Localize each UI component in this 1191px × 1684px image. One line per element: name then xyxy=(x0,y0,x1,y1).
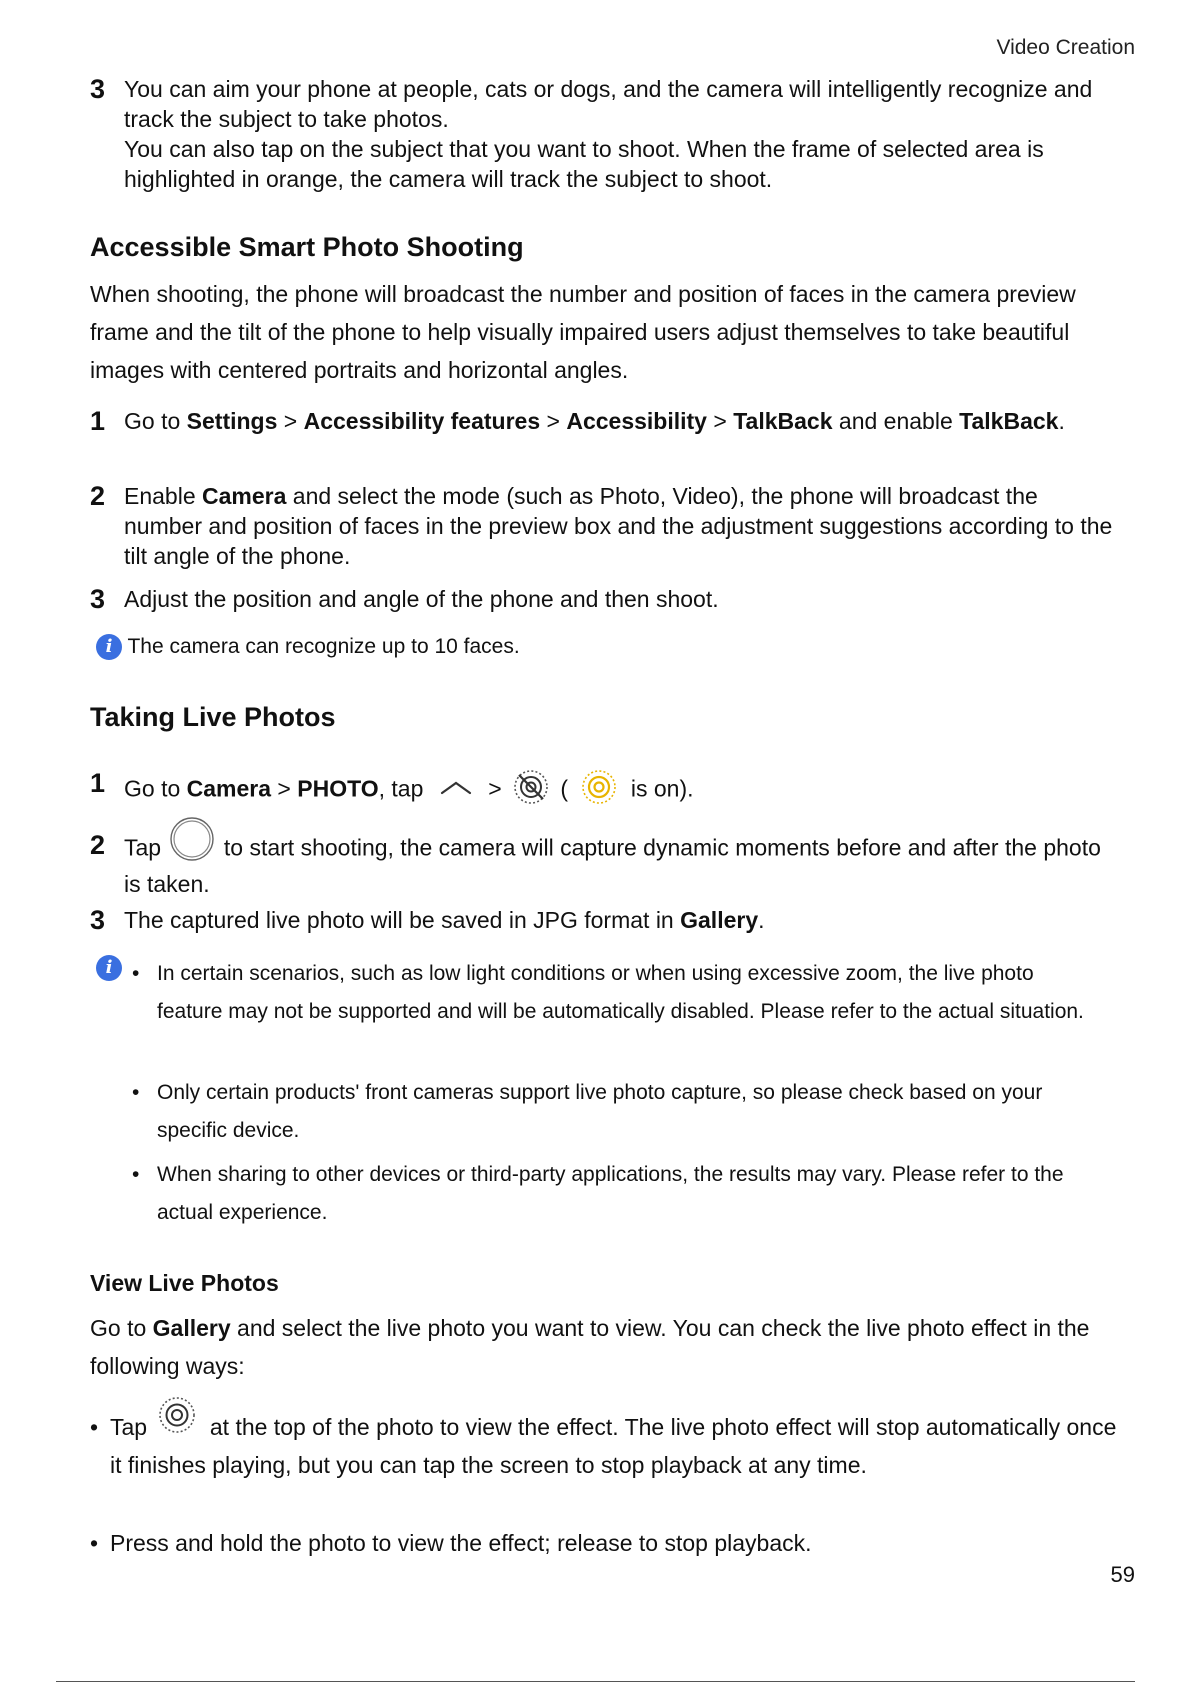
live-photo-icon xyxy=(157,1395,197,1446)
live-step-3 xyxy=(90,905,1120,935)
step-text: The captured live photo will be saved in JPG format in Gallery. xyxy=(124,907,765,933)
view-bullet-1: • Tap at the top of the photo to view the effect. The live photo effect will stop automatically once it finishes playing, but you can tap the screen to stop playback at any time. xyxy=(90,1408,1120,1484)
shutter-icon xyxy=(169,816,215,869)
accessible-note xyxy=(96,628,520,666)
heading-accessible: Accessible Smart Photo Shooting xyxy=(90,232,524,262)
step-text: Go to Settings > Accessibility features > Accessibility > TalkBack and enable TalkBack. xyxy=(124,408,1065,434)
view-intro: Go to Gallery and select the live photo you want to view. You can check the live photo effect in the following ways: xyxy=(90,1315,1090,1379)
live-photo-off-icon xyxy=(512,768,550,813)
live-step-2 xyxy=(90,830,1120,899)
step-number: 2 xyxy=(90,481,106,511)
live-photo-on-icon xyxy=(580,768,618,813)
note-text: The camera can recognize up to 10 faces. xyxy=(127,635,520,658)
step-number: 3 xyxy=(90,905,106,935)
info-icon: i xyxy=(96,955,122,981)
step-number: 3 xyxy=(90,584,106,614)
live-note-3: • When sharing to other devices or third-party applications, the results may vary. Please refer to the actual experience. xyxy=(132,1156,1092,1232)
step-number: 1 xyxy=(90,768,106,798)
step-text: Enable Camera and select the mode (such as Photo, Video), the phone will broadcast the number and position of faces in the preview box and the adjustment suggestions according to the tilt angle of the phone. xyxy=(124,483,1113,569)
view-bullet-2: • Press and hold the photo to view the effect; release to stop playback. xyxy=(90,1524,1120,1562)
note-text: Only certain products' front cameras support live photo capture, so please check based on your specific device. xyxy=(157,1081,1043,1142)
step-number: 1 xyxy=(90,406,106,436)
live-note-2: • Only certain products' front cameras support live photo capture, so please check based on your specific device. xyxy=(132,1074,1092,1150)
note-text: When sharing to other devices or third-party applications, the results may vary. Please refer to the actual experience. xyxy=(157,1163,1064,1224)
intro-step xyxy=(90,74,1120,194)
live-note-1: • In certain scenarios, such as low light conditions or when using excessive zoom, the live photo feature may not be supported and will be automatically disabled. Please refer to the actual situation. xyxy=(132,955,1092,1031)
step-text: Adjust the position and angle of the phone and then shoot. xyxy=(124,586,719,612)
step-text-line: You can aim your phone at people, cats or dogs, and the camera will intelligently recognize and track the subject to take photos. xyxy=(124,76,1093,132)
accessible-step-1 xyxy=(90,406,1120,436)
step-text: Go to Camera > PHOTO, tap > ( is on). xyxy=(124,768,1120,813)
section-header: Video Creation xyxy=(996,36,1135,59)
step-text-line: You can also tap on the subject that you want to shoot. When the frame of selected area is highlighted in orange, the camera will track the subject to shoot. xyxy=(124,136,1044,192)
step-number: 2 xyxy=(90,830,106,860)
bullet-text: Press and hold the photo to view the effect; release to stop playback. xyxy=(110,1530,812,1556)
live-step-1 xyxy=(90,768,1120,813)
step-number: 3 xyxy=(90,74,106,104)
accessible-description: When shooting, the phone will broadcast the number and position of faces in the camera preview frame and the tilt of the phone to help visually impaired users adjust themselves to take beautiful images with centered portraits and horizontal angles. xyxy=(90,281,1076,383)
footer-divider xyxy=(56,1681,1135,1682)
chevron-up-icon xyxy=(438,776,474,806)
note-text: In certain scenarios, such as low light conditions or when using excessive zoom, the live photo feature may not be supported and will be automatically disabled. Please refer to the actual situation. xyxy=(157,962,1084,1023)
accessible-step-3 xyxy=(90,584,1120,614)
accessible-step-2 xyxy=(90,481,1120,571)
step-text: Tap to start shooting, the camera will capture dynamic moments before and after the photo is taken. xyxy=(124,830,1120,899)
page-number: 59 xyxy=(1110,1562,1135,1587)
info-icon: i xyxy=(96,634,122,660)
step-text xyxy=(124,74,1120,194)
heading-view-live-photos: View Live Photos xyxy=(90,1270,279,1296)
heading-live-photos: Taking Live Photos xyxy=(90,702,336,732)
